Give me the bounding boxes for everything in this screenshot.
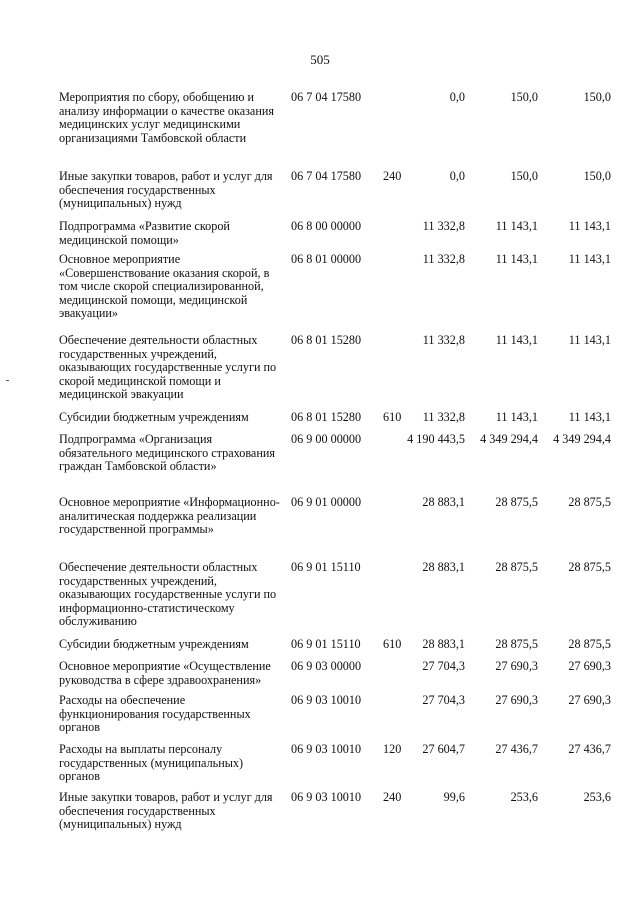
row-value-year-1: 4 190 443,5: [407, 432, 465, 446]
row-code: 06 7 04 17580: [291, 169, 362, 183]
scan-margin-mark: [6, 380, 9, 381]
row-value-year-3: 11 143,1: [568, 333, 611, 347]
row-value-year-2: 4 349 294,4: [480, 432, 538, 446]
row-name: Обеспечение деятельности областных государственных учреждений, оказывающих государственные услуги по информационно-статистическому обслуживанию: [59, 560, 277, 629]
row-value-year-1: 0,0: [449, 90, 465, 104]
row-name: Субсидии бюджетным учреждениям: [59, 637, 249, 651]
row-value-year-1: 11 332,8: [422, 219, 465, 233]
row-name: Субсидии бюджетным учреждениям: [59, 410, 249, 424]
row-name: Иные закупки товаров, работ и услуг для обеспечения государственных (муниципальных) нужд: [59, 169, 273, 211]
row-code: 06 9 01 15110: [291, 560, 361, 574]
row-value-year-2: 27 436,7: [495, 742, 538, 756]
row-value-year-2: 11 143,1: [495, 333, 538, 347]
row-code: 06 9 03 10010: [291, 790, 362, 804]
row-code: 06 8 00 00000: [291, 219, 362, 233]
row-value-year-2: 11 143,1: [495, 219, 538, 233]
row-value-year-2: 150,0: [510, 90, 538, 104]
row-value-year-2: 11 143,1: [495, 252, 538, 266]
row-code: 06 9 03 10010: [291, 742, 362, 756]
row-code: 06 7 04 17580: [291, 90, 362, 104]
row-expense-type: 240: [383, 790, 402, 804]
row-value-year-2: 28 875,5: [495, 495, 538, 509]
row-name: Обеспечение деятельности областных государственных учреждений, оказывающих государственные услуги по скорой медицинской помощи и медицинской эвакуации: [59, 333, 277, 402]
row-name: Основное мероприятие «Информационно-аналитическая поддержка реализации государственной программы»: [59, 495, 280, 537]
row-expense-type: 120: [383, 742, 402, 756]
row-name: Мероприятия по сбору, обобщению и анализу информации о качестве оказания медицинских услуг медицинскими организациями Тамбовской области: [59, 90, 274, 145]
row-name: Расходы на выплаты персоналу государственных (муниципальных) органов: [59, 742, 244, 784]
row-value-year-3: 150,0: [583, 90, 611, 104]
row-value-year-3: 28 875,5: [568, 560, 611, 574]
row-value-year-3: 4 349 294,4: [553, 432, 611, 446]
row-value-year-2: 28 875,5: [495, 637, 538, 651]
row-value-year-3: 150,0: [583, 169, 611, 183]
row-name: Основное мероприятие «Осуществление руководства в сфере здравоохранения»: [59, 659, 271, 687]
row-value-year-2: 150,0: [510, 169, 538, 183]
row-value-year-3: 27 436,7: [568, 742, 611, 756]
row-value-year-2: 27 690,3: [495, 693, 538, 707]
row-value-year-1: 11 332,8: [422, 252, 465, 266]
row-value-year-3: 28 875,5: [568, 637, 611, 651]
row-code: 06 8 01 15280: [291, 410, 362, 424]
row-value-year-1: 28 883,1: [422, 560, 465, 574]
row-value-year-2: 28 875,5: [495, 560, 538, 574]
row-value-year-3: 11 143,1: [568, 219, 611, 233]
row-code: 06 8 01 00000: [291, 252, 362, 266]
row-name: Расходы на обеспечение функционирования государственных органов: [59, 693, 251, 735]
row-code: 06 9 01 15110: [291, 637, 361, 651]
row-value-year-1: 28 883,1: [422, 495, 465, 509]
row-value-year-3: 27 690,3: [568, 693, 611, 707]
row-code: 06 8 01 15280: [291, 333, 362, 347]
row-expense-type: 610: [383, 410, 402, 424]
page-number: 505: [310, 52, 330, 67]
row-value-year-2: 27 690,3: [495, 659, 538, 673]
row-code: 06 9 00 00000: [291, 432, 362, 446]
row-name: Подпрограмма «Развитие скорой медицинской помощи»: [59, 219, 230, 247]
row-value-year-3: 11 143,1: [568, 410, 611, 424]
row-expense-type: 240: [383, 169, 402, 183]
row-name: Подпрограмма «Организация обязательного медицинского страхования граждан Тамбовской области»: [59, 432, 275, 474]
row-value-year-3: 253,6: [583, 790, 611, 804]
row-name: Основное мероприятие «Совершенствование оказания скорой, в том числе скорой специализированной, медицинской помощи, медицинской эвакуации»: [59, 252, 270, 321]
row-code: 06 9 03 10010: [291, 693, 362, 707]
row-value-year-1: 27 704,3: [422, 659, 465, 673]
row-code: 06 9 03 00000: [291, 659, 362, 673]
row-value-year-3: 28 875,5: [568, 495, 611, 509]
row-name: Иные закупки товаров, работ и услуг для обеспечения государственных (муниципальных) нужд: [59, 790, 273, 832]
row-value-year-1: 28 883,1: [422, 637, 465, 651]
row-value-year-1: 27 704,3: [422, 693, 465, 707]
row-value-year-1: 0,0: [449, 169, 465, 183]
row-value-year-2: 253,6: [510, 790, 538, 804]
row-value-year-1: 11 332,8: [422, 410, 465, 424]
row-expense-type: 610: [383, 637, 402, 651]
row-value-year-1: 11 332,8: [422, 333, 465, 347]
row-value-year-3: 11 143,1: [568, 252, 611, 266]
row-value-year-1: 27 604,7: [422, 742, 465, 756]
row-code: 06 9 01 00000: [291, 495, 362, 509]
row-value-year-2: 11 143,1: [495, 410, 538, 424]
row-value-year-1: 99,6: [443, 790, 465, 804]
row-value-year-3: 27 690,3: [568, 659, 611, 673]
